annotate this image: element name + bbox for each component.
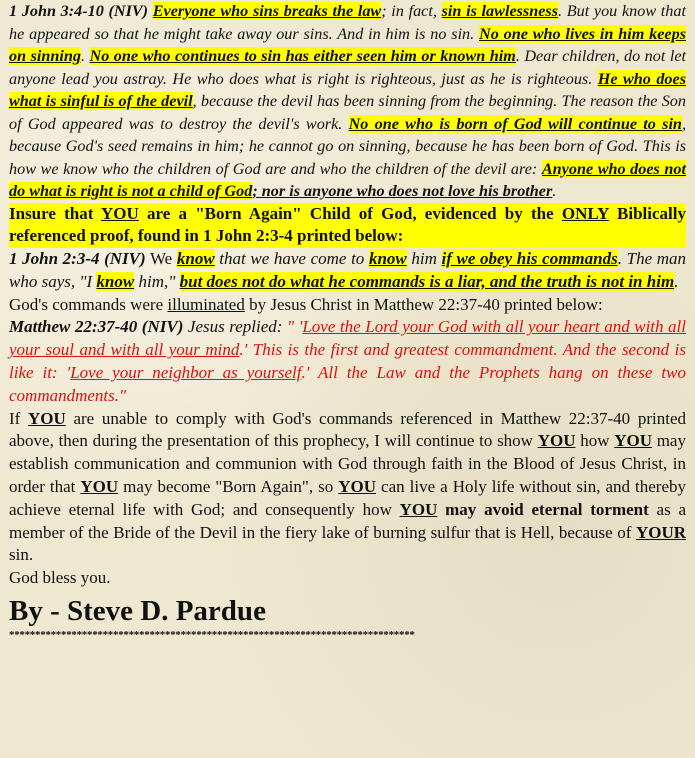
- scripture-text: , because God's seed remains in him; he cannot go on sinning, because he has been born of God. This is how we know who the children of God are and who the children of the devil are:: [9, 114, 686, 178]
- scripture-text-red: .' All the Law and the Prophets hang on these two commandments.": [9, 363, 686, 405]
- emphasis-your: YOUR: [635, 522, 686, 542]
- body-text: can live a Holy life without sin, and thereby achieve eternal life with God; and consequently how: [9, 477, 687, 519]
- body-text: may become "Born Again", so: [118, 477, 339, 497]
- scripture-text: . But you know that he appeared so that he might take away our sins. And in him is no sin.: [9, 2, 686, 43]
- highlight-phrase: No one who is born of God will continue to sin: [348, 114, 682, 133]
- body-text: by Jesus Christ in Matthew 22:37-40 printed below:: [244, 294, 603, 314]
- body-text: sin.: [9, 545, 34, 565]
- emphasis-word: illuminated: [167, 294, 245, 314]
- emphasis-you: YOU: [537, 431, 576, 451]
- scripture-text: him: [406, 249, 442, 269]
- body-text: God's commands were: [9, 294, 168, 314]
- highlight-phrase: if we obey his commands: [441, 249, 618, 269]
- blessing: God bless you.: [9, 568, 111, 588]
- highlight-phrase: but does not do what he commands is a liar, and the truth is not in him: [179, 271, 675, 291]
- scripture-text: that we have come to: [214, 249, 369, 269]
- divider-stars: ******************************************************************************: [9, 629, 415, 642]
- eternal-torment-phrase: may avoid eternal torment: [437, 499, 649, 519]
- scripture-matthew-22: [9, 316, 686, 407]
- emphasis-you: YOU: [338, 477, 377, 497]
- instruction-text: Insure that: [9, 203, 102, 223]
- scripture-text: . The man who says, "I: [9, 249, 687, 291]
- body-text: as a member of the Bride of the Devil in the fiery lake of burning sulfur that is Hell, because of: [9, 499, 686, 542]
- scripture-text: .: [674, 271, 679, 291]
- scripture-text: We: [145, 249, 177, 269]
- scripture-text: him,": [134, 271, 180, 291]
- scripture-text: .: [552, 182, 557, 200]
- emphasis-phrase: ; nor is anyone who does not love his brother: [252, 182, 553, 200]
- body-text: how: [575, 431, 615, 451]
- scripture-text: . Dear children, do not let anyone lead you astray. He who does what is right is righteous, just as he is righteous.: [9, 47, 687, 88]
- body-text: If: [9, 408, 29, 428]
- emphasis-you: YOU: [28, 408, 66, 428]
- highlight-word: know: [96, 271, 135, 291]
- scripture-text: .: [80, 47, 90, 65]
- scripture-text: Jesus replied:: [183, 317, 288, 337]
- commands-intro: [9, 294, 686, 317]
- scripture-reference: 1 John 2:3-4 (NIV): [9, 249, 146, 269]
- highlight-word: know: [176, 249, 215, 269]
- highlight-phrase: sin is lawlessness: [441, 2, 559, 20]
- body-text: are unable to comply with God's commands referenced in Matthew 22:37-40 printed above, then during the presentation of this prophecy, I will continue to show: [9, 408, 687, 451]
- emphasis-only: ONLY: [561, 203, 609, 223]
- instruction-text: are a "Born Again" Child of God, evidenced by the: [138, 203, 562, 223]
- body-text: may establish communication and communion with God through faith in the Blood of Jesus Christ, in order that: [9, 431, 686, 497]
- scripture-reference: 1 John 3:4-10 (NIV): [9, 2, 149, 20]
- scripture-1john-3: [9, 0, 686, 203]
- born-again-instruction: [9, 203, 686, 249]
- author-byline: By - Steve D. Pardue: [9, 595, 266, 628]
- prophecy-paragraph: [9, 408, 686, 568]
- second-commandment: Love your neighbor as yourself: [70, 363, 302, 383]
- emphasis-you: YOU: [101, 203, 139, 223]
- instruction-text: Biblically referenced proof, found in 1 John 2:3-4 printed below:: [9, 203, 686, 246]
- scripture-text: , because the devil has been sinning from the beginning. The reason the Son of God appeared was to destroy the devil's work.: [9, 92, 686, 133]
- quote-mark: " ': [287, 317, 303, 337]
- highlight-phrase: He who does what is sinful is of the devil: [9, 69, 686, 110]
- scripture-text-red: .' This is the first and greatest commandment. And the second is like it: ': [9, 340, 686, 383]
- emphasis-you: YOU: [80, 477, 119, 497]
- emphasis-you: YOU: [399, 499, 438, 519]
- highlight-phrase: Anyone who does not do what is right is not a child of God: [9, 159, 686, 200]
- scripture-1john-2: [9, 248, 686, 294]
- emphasis-you: YOU: [614, 431, 652, 451]
- highlight-phrase: Everyone who sins breaks the law: [152, 2, 382, 20]
- highlight-phrase: No one who continues to sin has either seen him or known him: [89, 47, 516, 65]
- highlight-phrase: No one who lives in him keeps on sinning: [9, 24, 686, 65]
- greatest-commandment: Love the Lord your God with all your heart and with all your soul and with all your mind: [9, 317, 687, 360]
- highlight-word: know: [368, 249, 407, 269]
- scripture-text: ; in fact,: [381, 2, 442, 20]
- scripture-reference: Matthew 22:37-40 (NIV): [9, 317, 184, 337]
